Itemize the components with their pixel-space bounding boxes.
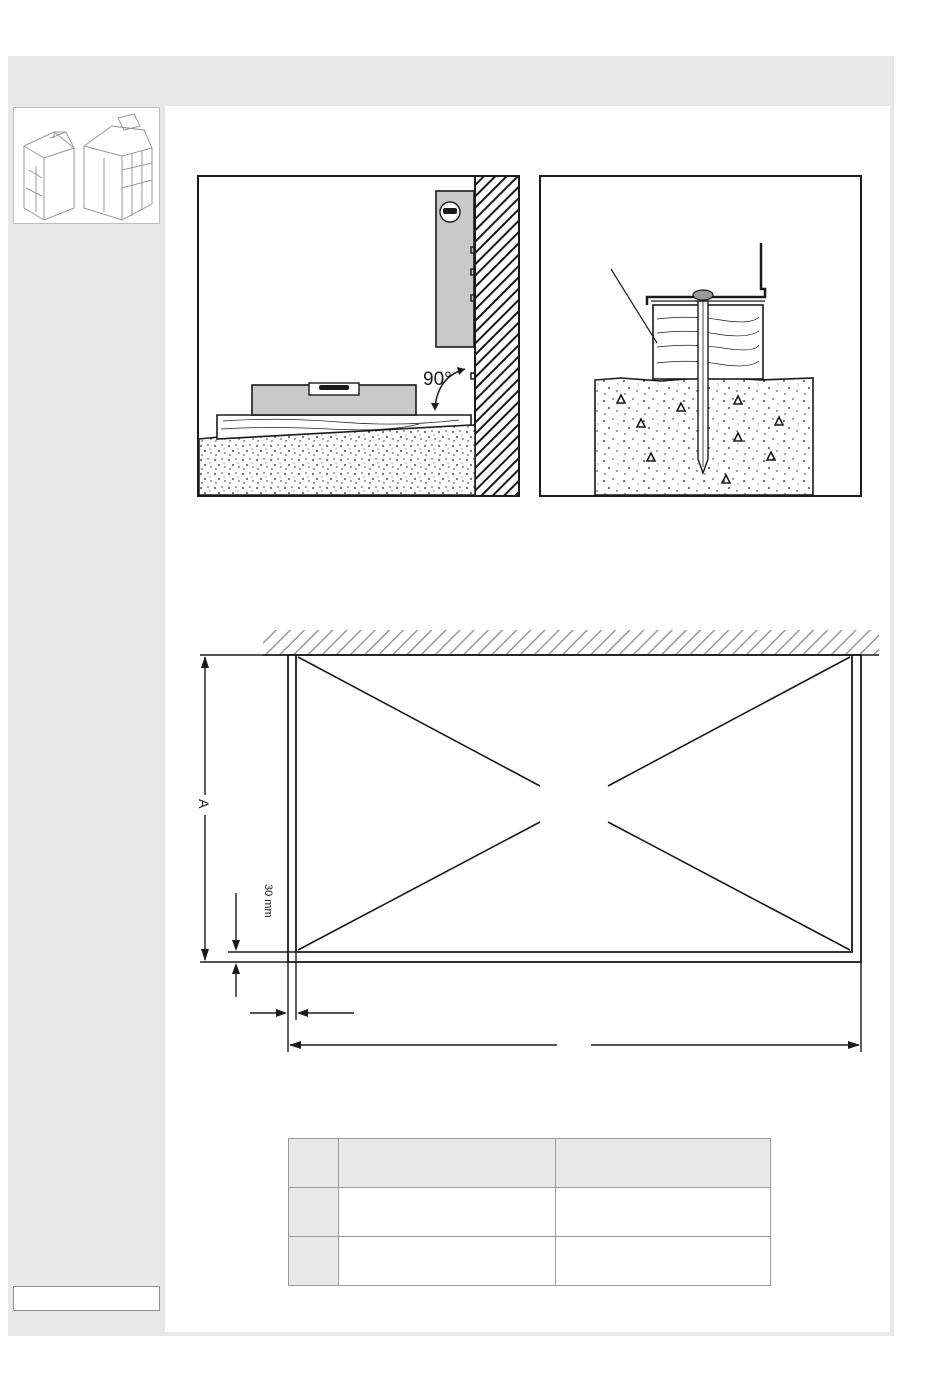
wall [475,177,518,495]
anchoring-diagram [539,175,862,497]
table-cell [339,1139,556,1188]
dimension-table [288,1138,771,1286]
screw-head [693,290,713,300]
leveling-illustration [199,177,518,495]
table-cell [556,1139,771,1188]
table-cell [339,1188,556,1237]
table-cell [339,1237,556,1286]
table-cell [289,1237,339,1286]
table-row [289,1237,771,1286]
table-header-row [289,1139,771,1188]
table-cell [289,1139,339,1188]
table-cell [556,1188,771,1237]
angle-label: 90° [423,369,452,390]
table-row [289,1188,771,1237]
anchoring-illustration [541,177,860,495]
leveling-diagram [197,175,520,497]
table-cell [556,1237,771,1286]
greenhouse-thumbnail [13,107,160,224]
pointer-line [611,269,657,343]
page-number-box [13,1286,160,1311]
table-cell [289,1188,339,1237]
greenhouse-icon [14,108,159,223]
dimension-a-label: A [196,799,212,809]
offset-label: 30 mm [262,884,274,918]
